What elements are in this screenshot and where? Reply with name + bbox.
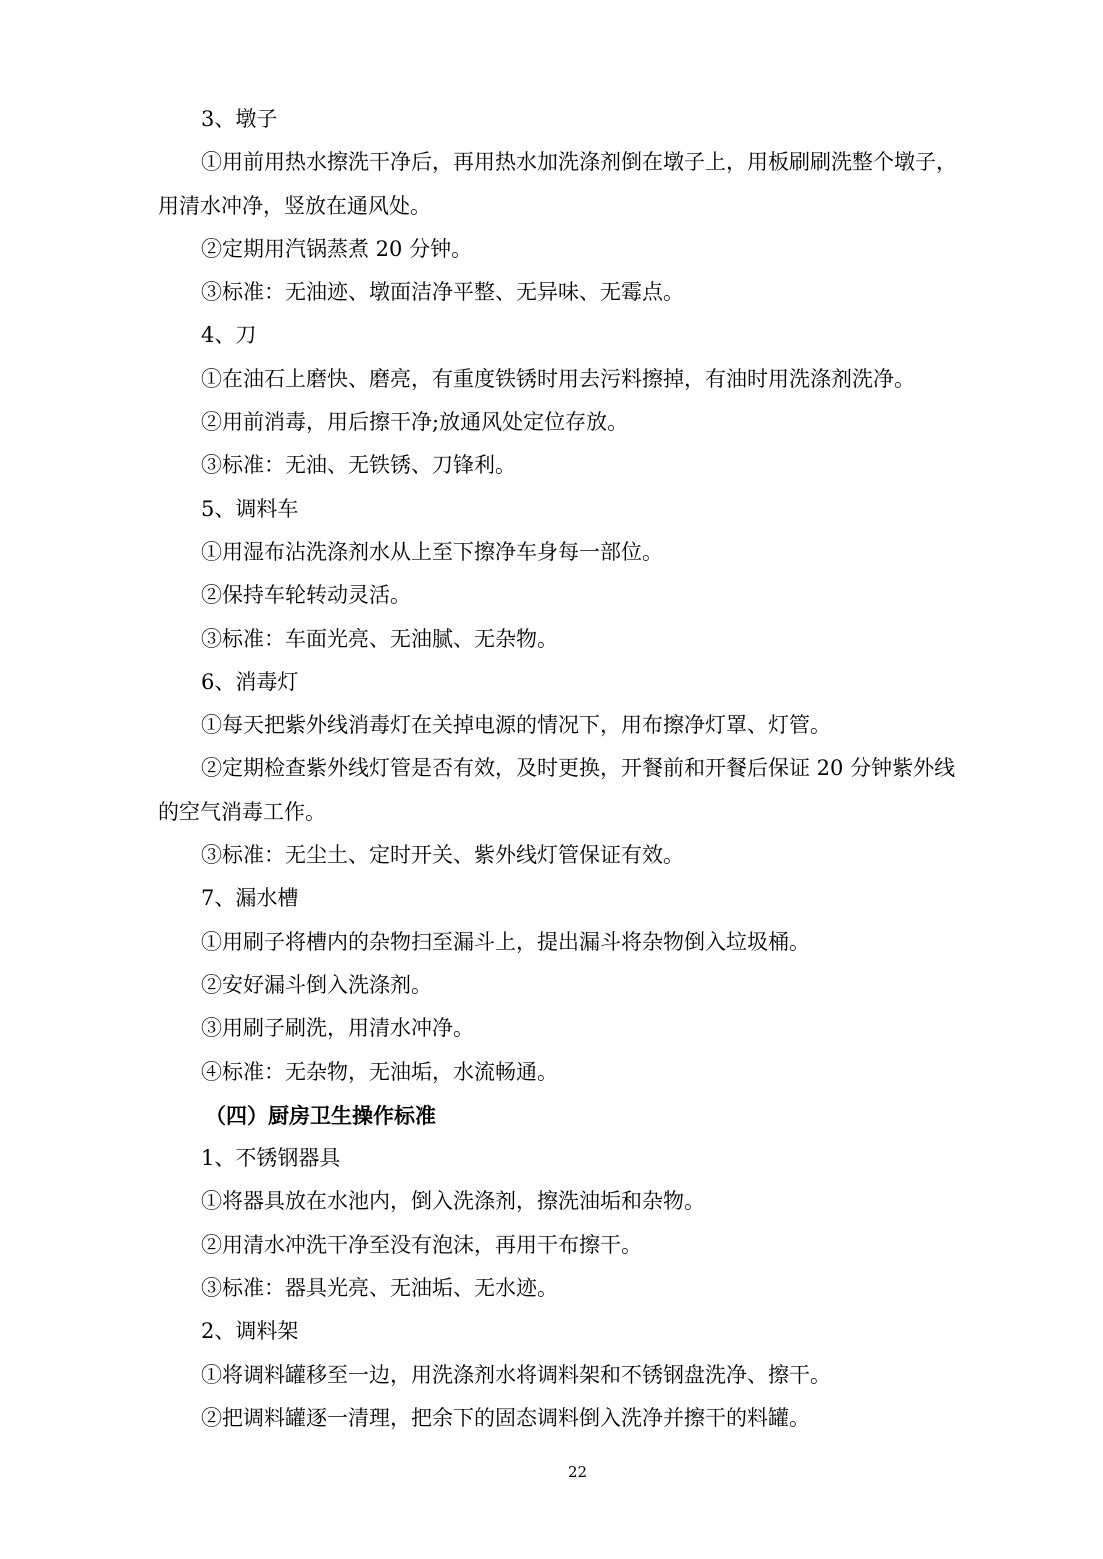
text-line: ①将调料罐移至一边，用洗涤剂水将调料架和不锈钢盘洗净、擦干。 — [201, 1362, 831, 1387]
text-line: 7、漏水槽 — [201, 886, 299, 911]
text-line: 6、消毒灯 — [201, 669, 299, 694]
text-line: ③用刷子刷洗，用清水冲净。 — [201, 1016, 474, 1041]
text-line: ②用清水冲洗干净至没有泡沫，再用干布擦干。 — [201, 1232, 642, 1257]
text-line: ②安好漏斗倒入洗涤剂。 — [201, 972, 432, 997]
text-line: 4、刀 — [201, 323, 257, 348]
text-line: ③标准：车面光亮、无油腻、无杂物。 — [201, 626, 558, 651]
text-line: 3、墩子 — [201, 107, 278, 131]
text-line: ③标准：无尘土、定时开关、紫外线灯管保证有效。 — [201, 843, 684, 868]
text-line: ①用湿布沾洗涤剂水从上至下擦净车身每一部位。 — [201, 539, 663, 564]
text-line: 5、调料车 — [201, 496, 299, 521]
text-line: 的空气消毒工作。 — [158, 799, 326, 824]
page-number: 22 — [567, 1463, 588, 1481]
text-line: ③标准：无油、无铁锈、刀锋利。 — [201, 453, 516, 478]
document-body — [0, 98, 1103, 1440]
text-line: ②保持车轮转动灵活。 — [201, 583, 411, 608]
text-line: ①在油石上磨快、磨亮，有重度铁锈时用去污料擦掉，有油时用洗涤剂洗净。 — [201, 366, 915, 391]
text-line: ①用前用热水擦洗干净后，再用热水加洗涤剂倒在墩子上，用板刷刷洗整个墩子， — [201, 150, 957, 175]
text-line: 2、调料架 — [201, 1319, 299, 1344]
text-line: ①将器具放在水池内，倒入洗涤剂，擦洗油垢和杂物。 — [201, 1189, 705, 1214]
text-line: 用清水冲净，竖放在通风处。 — [158, 193, 431, 218]
text-line: ③标准：无油迹、墩面洁净平整、无异味、无霉点。 — [201, 280, 684, 305]
text-line: 1、不锈钢器具 — [201, 1146, 341, 1171]
section-heading: （四）厨房卫生操作标准 — [205, 1102, 436, 1128]
text-line: ①每天把紫外线消毒灯在关掉电源的情况下，用布擦净灯罩、灯管。 — [201, 713, 831, 738]
text-line: ①用刷子将槽内的杂物扫至漏斗上，提出漏斗将杂物倒入垃圾桶。 — [201, 929, 810, 954]
text-line: ④标准：无杂物，无油垢，水流畅通。 — [201, 1059, 558, 1084]
text-line: ②定期用汽锅蒸煮 20 分钟。 — [201, 236, 473, 261]
text-line: ②用前消毒，用后擦干净;放通风处定位存放。 — [201, 410, 629, 435]
text-line: ②把调料罐逐一清理，把余下的固态调料倒入洗净并擦干的料罐。 — [201, 1405, 810, 1430]
text-line: ③标准：器具光亮、无油垢、无水迹。 — [201, 1276, 558, 1301]
text-line: ②定期检查紫外线灯管是否有效，及时更换，开餐前和开餐后保证 20 分钟紫外线 — [201, 756, 956, 781]
